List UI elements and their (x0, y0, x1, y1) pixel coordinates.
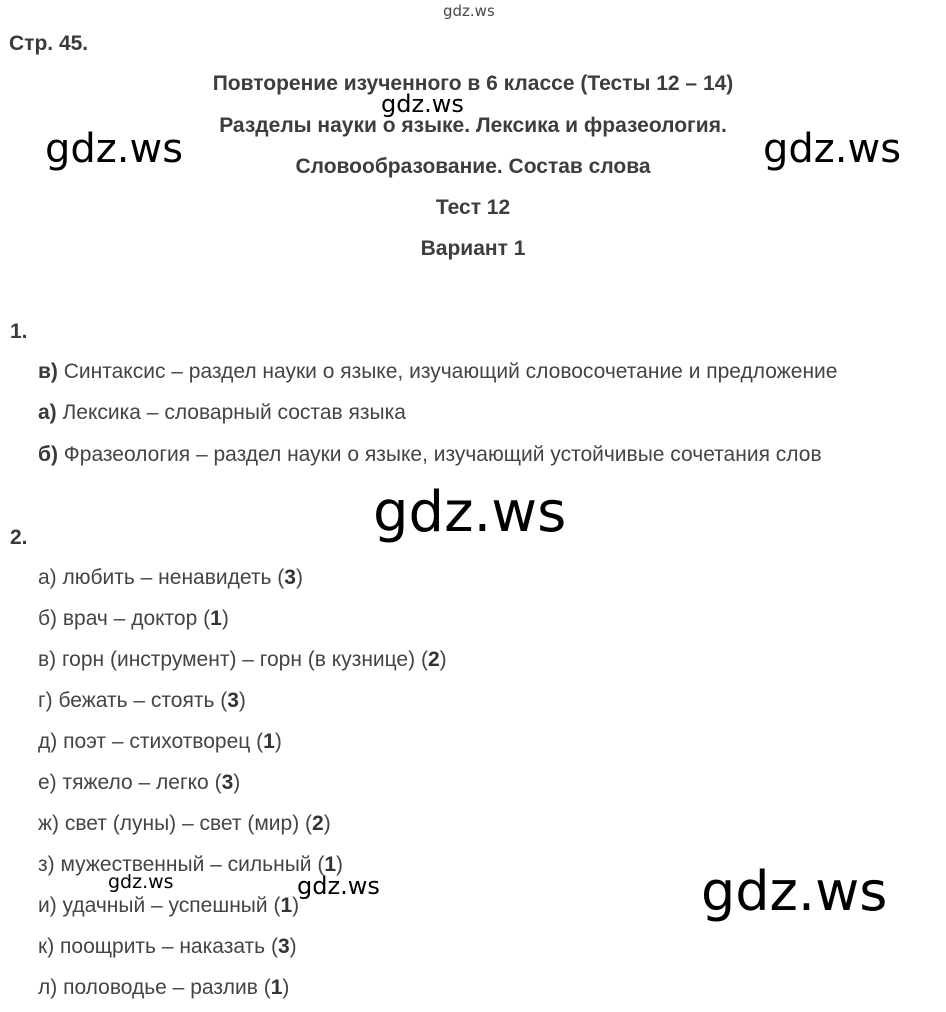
answer-number: 1 (324, 853, 337, 876)
question-2-answer (38, 607, 229, 631)
heading-topics-1: Разделы науки о языке. Лексика и фразеология. (219, 114, 727, 137)
answer-letter: а) (38, 401, 57, 424)
answer-text: и) удачный – успешный ( (38, 894, 281, 917)
question-2-answer (38, 566, 303, 590)
question-2-answer (38, 894, 299, 918)
answer-number: 1 (210, 607, 222, 630)
question-2-answer (38, 648, 447, 672)
question-2-answer (38, 730, 282, 754)
question-2-answer (38, 976, 289, 1000)
answer-letter: б) (38, 443, 58, 466)
answer-number: 2 (427, 648, 440, 671)
answer-close: ) (274, 730, 282, 753)
answer-close: ) (238, 689, 246, 712)
question-2-answer (38, 771, 240, 795)
answer-number: 1 (270, 976, 283, 999)
question-2-answer (38, 689, 246, 713)
answer-close: ) (323, 812, 331, 835)
answer-close: ) (282, 976, 290, 999)
watermark-center: gdz.ws (373, 480, 567, 545)
question-1-number: 1. (10, 320, 28, 343)
watermark-bottom-right: gdz.ws (701, 860, 888, 923)
answer-close: ) (295, 566, 303, 589)
watermark-right: gdz.ws (763, 126, 902, 172)
answer-text: ж) свет (луны) – свет (мир) ( (38, 812, 313, 835)
watermark-small-left: gdz.ws (108, 871, 174, 893)
answer-number: 3 (277, 935, 290, 958)
watermark-left: gdz.ws (45, 126, 184, 172)
answer-close: ) (439, 648, 447, 671)
heading-section-title: Повторение изученного в 6 классе (Тесты 12 – 14) (212, 72, 734, 95)
question-1-answer (38, 443, 822, 467)
watermark-top: gdz.ws (443, 2, 495, 20)
heading-topics-2: Словообразование. Состав слова (295, 155, 651, 178)
answer-number: 3 (227, 689, 239, 712)
answer-text: Лексика – словарный состав языка (56, 401, 406, 424)
answer-letter: в) (38, 360, 58, 383)
answer-text: а) любить – ненавидеть ( (38, 566, 285, 589)
answer-close: ) (292, 894, 300, 917)
answer-text: Фразеология – раздел науки о языке, изучающий устойчивые сочетания слов (57, 443, 822, 466)
heading-test-number: Тест 12 (435, 196, 511, 219)
answer-text: е) тяжело – легко ( (38, 771, 222, 794)
answer-text: к) поощрить – наказать ( (38, 935, 278, 958)
answer-text: в) горн (инструмент) – горн (в кузнице) ( (38, 648, 428, 671)
page-label: Стр. 45. (9, 32, 89, 55)
question-2-number: 2. (10, 526, 28, 549)
watermark-small-center: gdz.ws (297, 872, 380, 900)
answer-close: ) (336, 853, 344, 876)
question-1-answer (38, 401, 406, 425)
question-1-answer (38, 360, 837, 384)
answer-number: 3 (284, 566, 296, 589)
question-2-answer (38, 812, 331, 836)
answer-text: Синтаксис – раздел науки о языке, изучающий словосочетание и предложение (57, 360, 838, 383)
heading-variant: Вариант 1 (420, 237, 526, 260)
answer-close: ) (221, 607, 229, 630)
answer-text: д) поэт – стихотворец ( (38, 730, 264, 753)
answer-text: л) половодье – разлив ( (38, 976, 271, 999)
answer-number: 3 (221, 771, 234, 794)
answer-number: 2 (312, 812, 324, 835)
watermark-heading: gdz.ws (381, 90, 464, 118)
answer-text: б) врач – доктор ( (38, 607, 211, 630)
answer-text: з) мужественный – сильный ( (38, 853, 325, 876)
answer-close: ) (233, 771, 241, 794)
question-2-answer (38, 935, 297, 959)
answer-number: 1 (263, 730, 275, 753)
answer-text: г) бежать – стоять ( (38, 689, 228, 712)
answer-number: 1 (280, 894, 293, 917)
answer-close: ) (289, 935, 297, 958)
